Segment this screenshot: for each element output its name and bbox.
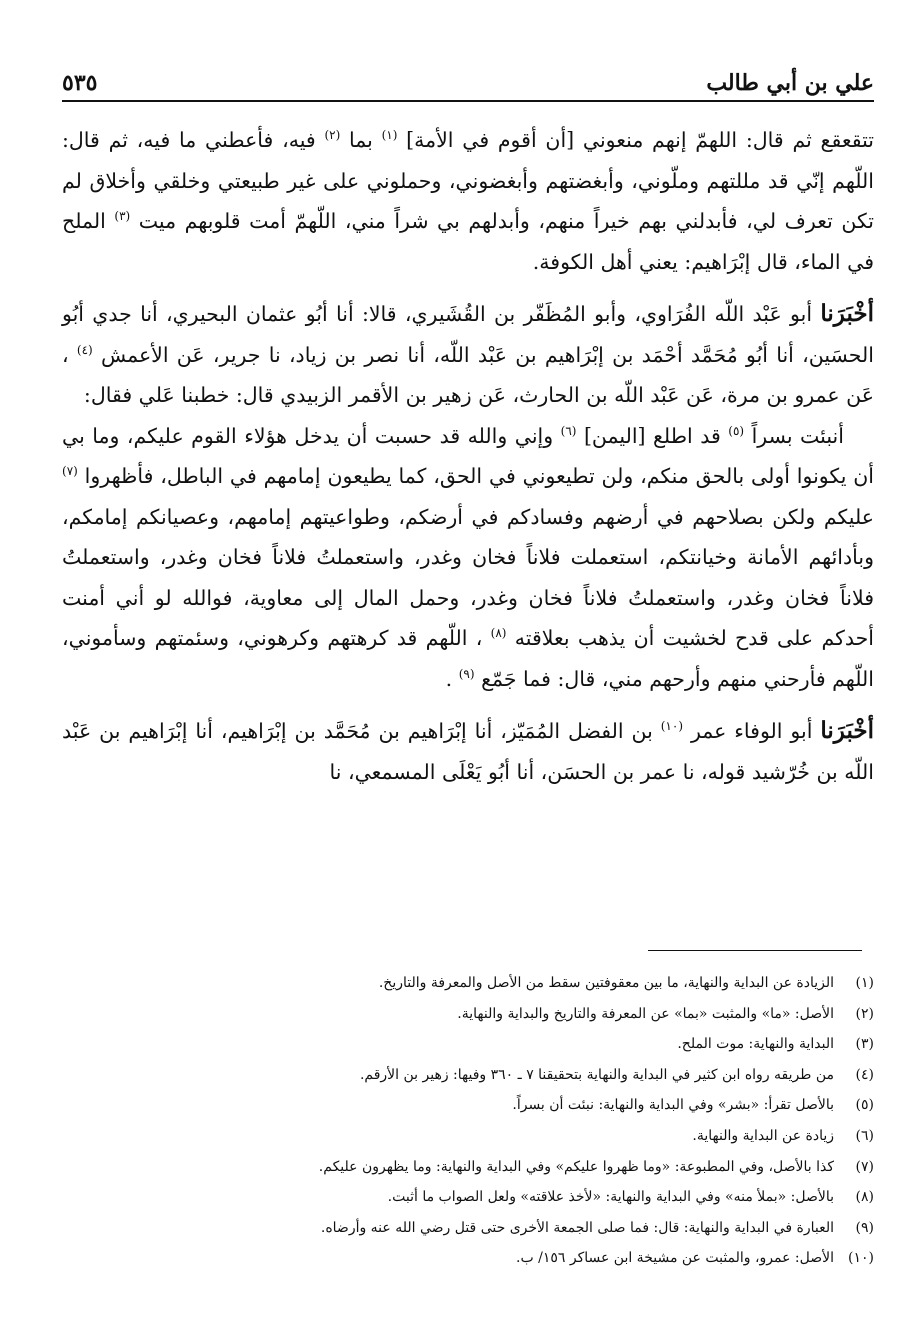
text-run: الملح في الماء، قال إبْرَاهيم: يعني أهل الكوفة. <box>62 209 874 274</box>
main-text <box>62 120 874 792</box>
footnote-number: (٨) <box>855 1189 874 1206</box>
footnote-text: بالأصل تقرأ: «بشر» وفي البداية والنهاية: نبئت أن بسراً. <box>512 1097 834 1114</box>
footnote <box>62 1213 874 1244</box>
footnote-text: البداية والنهاية: موت الملح. <box>677 1036 834 1053</box>
footnote-text: كذا بالأصل، وفي المطبوعة: «وما ظهروا عليكم» وفي البداية والنهاية: وما يظهرون عليكم. <box>318 1158 834 1175</box>
text-run: فيه، فأعطني ما فيه، ثم قال: اللّهم إنّي قد مللتهم وملّوني، وأبغضتهم وأبغضوني، وحملوني على غير طبيعتي وخلقي وأخلاق لم تكن تعرف لي، فأبدلني بهم خيراً منهم، وأبدلهم بي شراً مني، اللّهمّ أمت قلوبهم ميت <box>62 128 874 233</box>
footnote-ref-4: (٤) <box>76 342 93 357</box>
footnote-number: (٤) <box>855 1066 874 1083</box>
text-run: . <box>445 666 453 691</box>
text-run: عليكم ولكن بصلاحهم في أرضهم وفسادكم في أرضكم، وطواعيتهم إمامهم، وعصيانكم إمامكم، وبأدائهم الأمانة وخيانتكم، استعملت فلاناً فخان وغدر، واستعملتُ فلاناً فخان وغدر، واستعملتُ فلاناً فخان وغدر، واستعملتُ فلاناً فخان وغدر، وحمل المال إلى معاوية، فوالله لو أني أمنت أحدكم على قدح لخشيت أن يذهب بعلاقته <box>62 504 874 650</box>
page-number: ٥٣٥ <box>62 70 98 96</box>
footnote-number: (٣) <box>855 1036 874 1053</box>
footnote-ref-5: (٥) <box>728 423 745 438</box>
text-run: قد اطلع [اليمن] <box>583 423 721 448</box>
lead-word: أخْبَرَنا <box>820 717 874 744</box>
header-rule <box>62 100 874 102</box>
footnote-ref-6: (٦) <box>560 423 577 438</box>
footnote-ref-2: (٢) <box>324 128 341 143</box>
running-title: علي بن أبي طالب <box>706 70 874 96</box>
footnote-text: الأصل: «ما» والمثبت «بما» عن المعرفة والتاريخ والبداية والنهاية. <box>457 1005 834 1022</box>
footnote-text: الزيادة عن البداية والنهاية، ما بين معقوفتين سقط من الأصل والمعرفة والتاريخ. <box>378 975 834 991</box>
paragraph-1 <box>62 120 874 282</box>
footnote <box>62 1243 874 1274</box>
footnote <box>62 1060 874 1091</box>
footnote-text: العبارة في البداية والنهاية: قال: فما صلى الجمعة الأخرى حتى قتل رضي الله عنه وأرضاه. <box>320 1219 834 1236</box>
running-head <box>62 56 874 96</box>
footnote-text: زيادة عن البداية والنهاية. <box>692 1127 834 1144</box>
paragraph-2 <box>62 294 874 416</box>
footnote <box>62 1182 874 1213</box>
footnote-number: (٦) <box>855 1127 874 1144</box>
text-run: بما <box>340 128 373 152</box>
footnotes-list <box>62 968 874 1274</box>
paragraph-4 <box>62 711 874 792</box>
text-run: أبو عَبْد اللّه الفُرَاوي، وأبو المُظَفّر بن القُشَيري، قالا: أنا أبُو عثمان البحيري، أنا جدي أبُو الحسَين، أنا أبُو مُحَمَّد أحْمَد بن إبْرَاهيم بن عَبْد اللّه، أنا نصر بن زياد، نا جرير، عَن الأعمش <box>62 302 874 367</box>
footnote-text: الأصل: عمرو، والمثبت عن مشيخة ابن عساكر ١٥٦/ ب. <box>516 1250 834 1267</box>
footnote <box>62 1029 874 1060</box>
footnote-ref-10: (١٠) <box>660 719 683 734</box>
text-run: أنبئت بسراً <box>751 423 844 448</box>
footnote <box>62 1152 874 1183</box>
lead-word: أخْبَرَنا <box>820 300 874 327</box>
text-run: ، عَن عمرو بن مرة، عَن عَبْد اللّه بن الحارث، عَن زهير بن الأقمر الزبيدي قال: خطبنا عَلي فقال: <box>62 342 874 407</box>
footnote-number: (٩) <box>855 1219 874 1236</box>
footnote-ref-3: (٣) <box>114 209 131 224</box>
footnote-number: (٧) <box>855 1158 874 1175</box>
text-run: ، اللّهم قد كرهتهم وكرهوني، وسئمتهم وسأموني، اللّهم فأرحني منهم وأرحهم مني، قال: فما جَمّع <box>62 626 874 691</box>
footnote-number: (١٠) <box>848 1250 874 1267</box>
footnote-ref-8: (٨) <box>490 626 507 641</box>
paragraph-3 <box>62 416 874 700</box>
text-run: بن الفضل المُمَيّز، أنا إبْرَاهيم بن مُحَمَّد بن إبْرَاهيم، أنا إبْرَاهيم بن عَبْد اللّه بن خُرّشيد قوله، نا عمر بن الحسَن، أنا أبُو يَعْلَى المسمعي، نا <box>62 719 874 784</box>
footnote-ref-7: (٧) <box>62 464 78 479</box>
footnote-number: (٢) <box>855 1005 874 1022</box>
footnote-ref-9: (٩) <box>458 666 475 681</box>
footnote <box>62 999 874 1030</box>
footnote <box>62 1121 874 1152</box>
footnote <box>62 1090 874 1121</box>
footnote <box>62 968 874 999</box>
footnote-text: بالأصل: «بملأ منه» وفي البداية والنهاية: «لأخذ علاقته» ولعل الصواب ما أثبت. <box>387 1189 834 1206</box>
text-run: وإني والله قد حسبت أن يدخل هؤلاء القوم عليكم، وما بي أن يكونوا أولى بالحق منكم، ولن تطيعوني في الحق، كما يطيعون إمامهم في الباطل، فأظهروا <box>62 423 874 488</box>
text-run: أبو الوفاء عمر <box>690 719 813 743</box>
footnote-number: (١) <box>855 975 874 991</box>
text-run: تتقعقع ثم قال: اللهمّ إنهم منعوني [أن أقوم في الأمة] <box>406 128 874 152</box>
footnote-rule <box>648 950 862 951</box>
footnote-ref-1: (١) <box>381 128 398 143</box>
footnote-number: (٥) <box>855 1097 874 1114</box>
footnote-text: من طريقه رواه ابن كثير في البداية والنهاية بتحقيقنا ٧ ـ ٣٦٠ وفيها: زهير بن الأرقم. <box>359 1066 834 1083</box>
